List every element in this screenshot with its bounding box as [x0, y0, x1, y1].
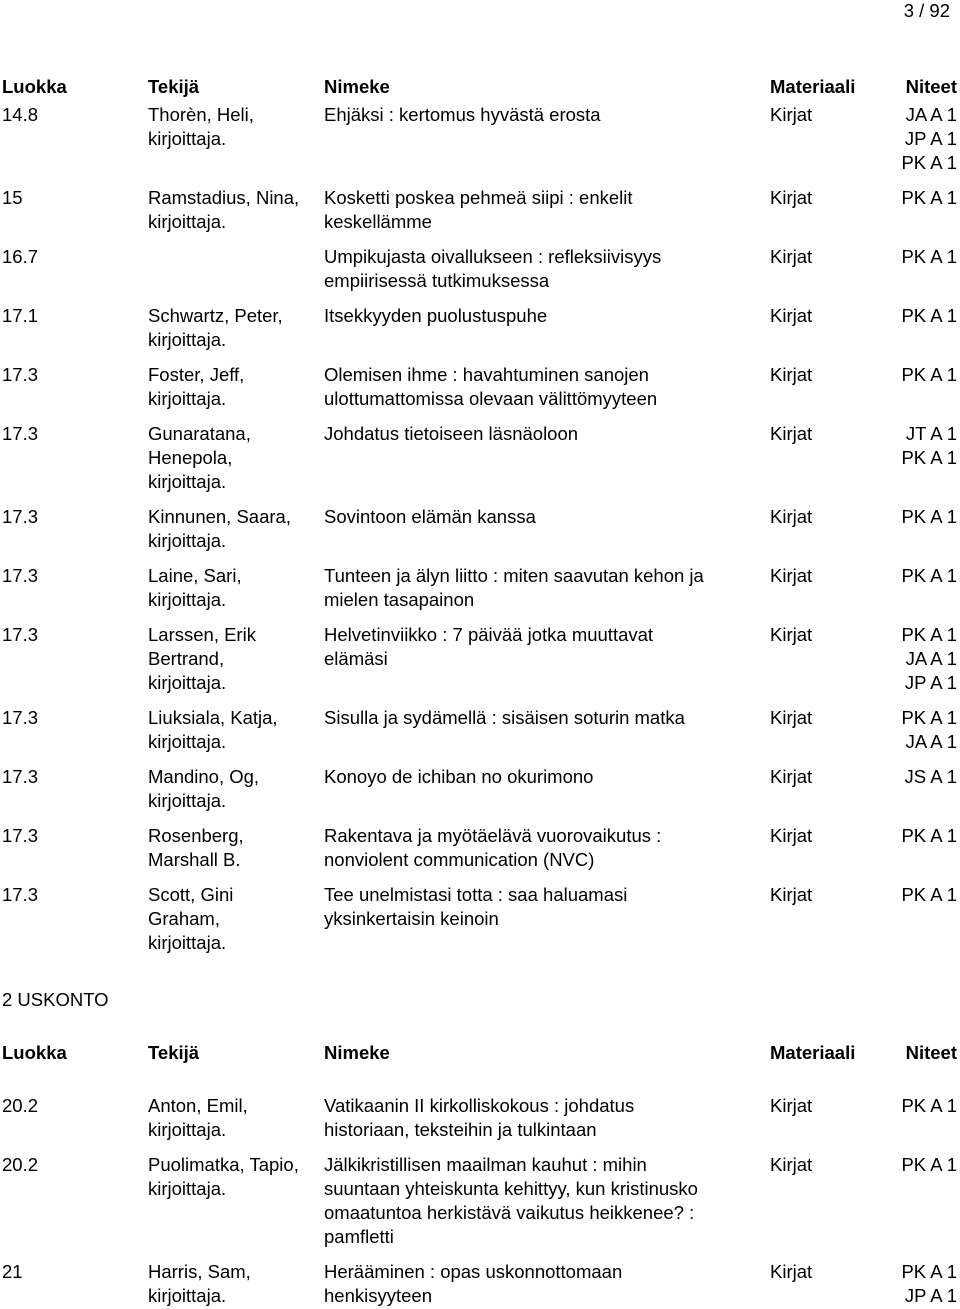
table-row [0, 765, 960, 813]
header-niteet: Niteet [905, 1042, 957, 1063]
cell-niteet [870, 1094, 960, 1142]
cell-nimeke: Konoyo de ichiban no okurimono [324, 766, 594, 787]
niteet-item: JT A 1 [905, 423, 957, 444]
header-tekija: Tekijä [148, 1042, 200, 1063]
cell-nimeke: Sovintoon elämän kanssa [324, 506, 536, 527]
cell-tekija: Gunaratana, Henepola, kirjoittaja. [148, 423, 251, 492]
cell-materiaali: Kirjat [770, 707, 813, 728]
cell-nimeke: Jälkikristillisen maailman kauhut : mihin suuntaan yhteiskunta kehittyy, kun kristinusko omaatuntoa herkistävä vaikutus heikkenee? : pamfletti [324, 1154, 698, 1247]
cell-niteet [870, 883, 960, 955]
header-materiaali: Materiaali [770, 76, 856, 97]
cell-luokka: 20.2 [2, 1154, 39, 1175]
cell-niteet [870, 564, 960, 612]
cell-materiaali: Kirjat [770, 825, 813, 846]
cell-materiaali: Kirjat [770, 766, 813, 787]
niteet-item: JS A 1 [904, 766, 957, 787]
cell-niteet [870, 1260, 960, 1308]
cell-niteet [870, 245, 960, 293]
cell-luokka: 16.7 [2, 246, 39, 267]
table-header-row [0, 75, 960, 99]
cell-tekija: Laine, Sari, kirjoittaja. [148, 565, 242, 610]
niteet-item: PK A 1 [901, 624, 957, 645]
cell-tekija: Scott, Gini Graham, kirjoittaja. [148, 884, 234, 953]
cell-luokka: 17.3 [2, 624, 39, 645]
cell-nimeke: Tunteen ja älyn liitto : miten saavutan kehon ja mielen tasapainon [324, 565, 704, 610]
table-row [0, 564, 960, 612]
cell-luokka: 17.3 [2, 707, 39, 728]
table-body-1 [0, 103, 960, 955]
cell-tekija: Harris, Sam, kirjoittaja. [148, 1261, 251, 1306]
table-row [0, 1260, 960, 1308]
niteet-item: PK A 1 [901, 1095, 957, 1116]
cell-materiaali: Kirjat [770, 624, 813, 645]
cell-luokka: 17.3 [2, 423, 39, 444]
cell-materiaali: Kirjat [770, 565, 813, 586]
niteet-item: JP A 1 [904, 128, 957, 149]
cell-luokka: 17.3 [2, 506, 39, 527]
cell-nimeke: Tee unelmistasi totta : saa haluamasi yksinkertaisin keinoin [324, 884, 628, 929]
cell-luokka: 15 [2, 187, 23, 208]
cell-luokka: 14.8 [2, 104, 39, 125]
cell-nimeke: Kosketti poskea pehmeä siipi : enkelit keskellämme [324, 187, 633, 232]
cell-niteet [870, 186, 960, 234]
cell-tekija: Mandino, Og, kirjoittaja. [148, 766, 260, 811]
cell-luokka: 17.3 [2, 766, 39, 787]
cell-nimeke: Sisulla ja sydämellä : sisäisen soturin matka [324, 707, 685, 728]
header-tekija: Tekijä [148, 76, 200, 97]
catalog-table-2 [0, 1041, 960, 1308]
cell-niteet [870, 103, 960, 175]
cell-niteet [870, 623, 960, 695]
table-row [0, 103, 960, 175]
niteet-item: PK A 1 [901, 825, 957, 846]
cell-materiaali: Kirjat [770, 1095, 813, 1116]
table-body-2 [0, 1094, 960, 1308]
niteet-item: PK A 1 [901, 1154, 957, 1175]
cell-materiaali: Kirjat [770, 104, 813, 125]
niteet-item: JP A 1 [904, 672, 957, 693]
cell-nimeke: Herääminen : opas uskonnottomaan henkisyyteen [324, 1261, 623, 1306]
niteet-item: PK A 1 [901, 187, 957, 208]
niteet-item: JA A 1 [905, 104, 957, 125]
cell-tekija: Puolimatka, Tapio, kirjoittaja. [148, 1154, 299, 1199]
table-row [0, 623, 960, 695]
cell-nimeke: Olemisen ihme : havahtuminen sanojen ulottumattomissa olevaan välittömyyteen [324, 364, 658, 409]
header-niteet: Niteet [905, 76, 957, 97]
table-row [0, 505, 960, 553]
table-row [0, 422, 960, 494]
table-row [0, 186, 960, 234]
table-row [0, 363, 960, 411]
cell-niteet [870, 363, 960, 411]
cell-materiaali: Kirjat [770, 305, 813, 326]
cell-niteet [870, 1153, 960, 1249]
cell-materiaali: Kirjat [770, 506, 813, 527]
niteet-item: PK A 1 [901, 447, 957, 468]
cell-luokka: 17.3 [2, 364, 39, 385]
table-row [0, 706, 960, 754]
niteet-item: PK A 1 [901, 707, 957, 728]
niteet-item: JA A 1 [905, 731, 957, 752]
cell-nimeke: Helvetinviikko : 7 päivää jotka muuttavat elämäsi [324, 624, 654, 669]
cell-tekija: Larssen, Erik Bertrand, kirjoittaja. [148, 624, 256, 693]
niteet-item: PK A 1 [901, 1261, 957, 1282]
cell-luokka: 17.3 [2, 825, 39, 846]
cell-tekija: Foster, Jeff, kirjoittaja. [148, 364, 245, 409]
cell-luokka: 21 [2, 1261, 23, 1282]
cell-tekija: Schwartz, Peter, kirjoittaja. [148, 305, 283, 350]
niteet-item: PK A 1 [901, 246, 957, 267]
niteet-item: PK A 1 [901, 506, 957, 527]
cell-materiaali: Kirjat [770, 1261, 813, 1282]
cell-niteet [870, 422, 960, 494]
cell-nimeke: Umpikujasta oivallukseen : refleksiivisyys empiirisessä tutkimuksessa [324, 246, 662, 291]
niteet-item: PK A 1 [901, 884, 957, 905]
header-materiaali: Materiaali [770, 1042, 856, 1063]
header-luokka: Luokka [2, 1042, 67, 1063]
cell-nimeke: Itsekkyyden puolustuspuhe [324, 305, 548, 326]
page-number: 3 / 92 [903, 0, 950, 21]
cell-tekija [148, 245, 324, 293]
cell-tekija: Thorèn, Heli, kirjoittaja. [148, 104, 254, 149]
table-row [0, 1153, 960, 1249]
niteet-item: PK A 1 [901, 364, 957, 385]
cell-nimeke: Vatikaanin II kirkolliskokous : johdatus historiaan, teksteihin ja tulkintaan [324, 1095, 635, 1140]
cell-nimeke: Rakentava ja myötäelävä vuorovaikutus : nonviolent communication (NVC) [324, 825, 662, 870]
cell-niteet [870, 505, 960, 553]
cell-materiaali: Kirjat [770, 884, 813, 905]
cell-tekija: Kinnunen, Saara, kirjoittaja. [148, 506, 291, 551]
section-heading: 2 USKONTO [2, 989, 109, 1010]
cell-materiaali: Kirjat [770, 1154, 813, 1175]
table-row [0, 1094, 960, 1142]
cell-nimeke: Ehjäksi : kertomus hyvästä erosta [324, 104, 601, 125]
cell-luokka: 17.3 [2, 565, 39, 586]
table-row [0, 883, 960, 955]
cell-luokka: 17.3 [2, 884, 39, 905]
cell-niteet [870, 304, 960, 352]
niteet-item: PK A 1 [901, 152, 957, 173]
catalog-table-1 [0, 75, 960, 955]
niteet-item: PK A 1 [901, 565, 957, 586]
cell-materiaali: Kirjat [770, 423, 813, 444]
cell-nimeke: Johdatus tietoiseen läsnäoloon [324, 423, 579, 444]
cell-materiaali: Kirjat [770, 364, 813, 385]
cell-tekija: Rosenberg, Marshall B. [148, 825, 244, 870]
table-header-row [0, 1041, 960, 1065]
table-row [0, 824, 960, 872]
header-luokka: Luokka [2, 76, 67, 97]
cell-tekija: Ramstadius, Nina, kirjoittaja. [148, 187, 300, 232]
cell-materiaali: Kirjat [770, 246, 813, 267]
cell-tekija: Liuksiala, Katja, kirjoittaja. [148, 707, 278, 752]
cell-luokka: 20.2 [2, 1095, 39, 1116]
cell-niteet [870, 706, 960, 754]
niteet-item: PK A 1 [901, 305, 957, 326]
header-nimeke: Nimeke [324, 76, 390, 97]
cell-niteet [870, 765, 960, 813]
cell-materiaali: Kirjat [770, 187, 813, 208]
header-nimeke: Nimeke [324, 1042, 390, 1063]
cell-niteet [870, 824, 960, 872]
table-row [0, 304, 960, 352]
cell-luokka: 17.1 [2, 305, 39, 326]
niteet-item: JP A 1 [904, 1285, 957, 1306]
niteet-item: JA A 1 [905, 648, 957, 669]
cell-tekija: Anton, Emil, kirjoittaja. [148, 1095, 248, 1140]
table-row [0, 245, 960, 293]
